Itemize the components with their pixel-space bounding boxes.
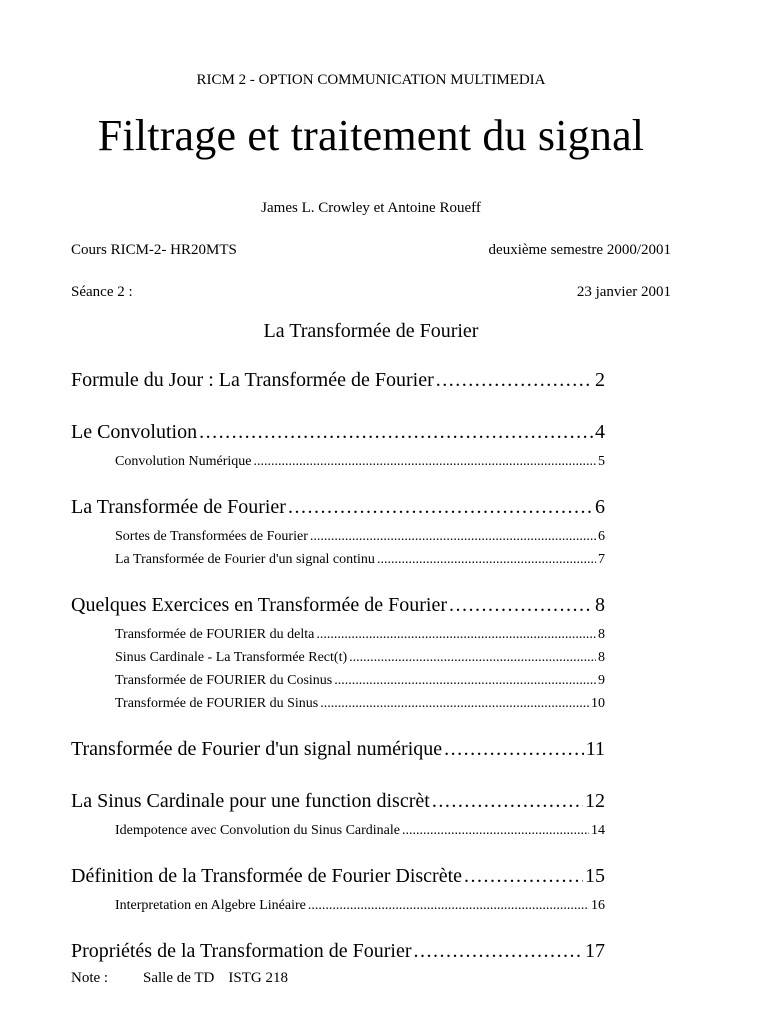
toc-subentry <box>115 894 605 917</box>
toc-entry-page: 4 <box>595 421 605 443</box>
course-row <box>71 242 671 259</box>
toc-subentry <box>115 819 605 842</box>
toc-subentry-page: 14 <box>591 823 605 838</box>
toc-entry-title: Formule du Jour : La Transformée de Fourier <box>71 369 434 391</box>
note-room-number: ISTG 218 <box>228 970 288 986</box>
toc-leader <box>377 548 596 571</box>
toc-subentry-page: 10 <box>591 696 605 711</box>
toc-section <box>71 858 605 917</box>
note-room: Salle de TD <box>143 970 215 986</box>
toc-subentry-page: 6 <box>598 529 605 544</box>
toc-subentry-page: 8 <box>598 650 605 665</box>
toc-subentry-page: 9 <box>598 673 605 688</box>
toc-subentry-page: 5 <box>598 454 605 469</box>
document-title: Filtrage et traitement du signal <box>97 111 645 160</box>
toc-entry <box>71 731 605 767</box>
toc-leader <box>436 362 593 398</box>
toc-subentry-title: Sinus Cardinale - La Transformée Rect(t) <box>115 650 348 665</box>
note-label: Note : <box>71 970 109 986</box>
toc-leader <box>444 731 584 767</box>
toc-subentry-page: 16 <box>591 898 605 913</box>
subject-heading: La Transformée de Fourier <box>263 320 479 342</box>
toc-entry <box>71 489 605 525</box>
toc-subentry-title: Convolution Numérique <box>115 454 252 469</box>
toc-leader <box>432 783 583 819</box>
program-line: RICM 2 - OPTION COMMUNICATION MULTIMEDIA <box>196 72 546 88</box>
toc-entry-title: La Sinus Cardinale pour une function discrèt <box>71 790 430 812</box>
toc-subentry-title: Transformée de FOURIER du Cosinus <box>115 673 333 688</box>
toc-entry <box>71 783 605 819</box>
toc-leader <box>316 623 596 646</box>
toc-leader <box>449 587 593 623</box>
toc-entry-page: 12 <box>585 790 605 812</box>
toc-subentry <box>115 669 605 692</box>
note-line <box>71 970 288 987</box>
table-of-contents <box>71 362 605 985</box>
toc-entry <box>71 858 605 894</box>
toc-leader <box>414 933 584 969</box>
toc-subentry <box>115 450 605 473</box>
toc-entry-page: 15 <box>585 865 605 887</box>
toc-subentry <box>115 525 605 548</box>
toc-subentry <box>115 623 605 646</box>
toc-section <box>71 587 605 715</box>
toc-entry-page: 8 <box>595 594 605 616</box>
toc-entry-page: 6 <box>595 496 605 518</box>
toc-leader <box>402 819 589 842</box>
toc-entry <box>71 414 605 450</box>
toc-entry-title: La Transformée de Fourier <box>71 496 286 518</box>
toc-leader <box>334 669 596 692</box>
toc-subentry-title: Interpretation en Algebre Linéaire <box>115 898 306 913</box>
toc-section <box>71 783 605 842</box>
toc-entry-page: 17 <box>585 940 605 962</box>
toc-entry-page: 2 <box>595 369 605 391</box>
session-row <box>71 284 671 301</box>
toc-section <box>71 489 605 571</box>
toc-subentry <box>115 692 605 715</box>
toc-subentry-title: La Transformée de Fourier d'un signal continu <box>115 552 375 567</box>
toc-leader <box>308 894 589 917</box>
course-code: Cours RICM-2- HR20MTS <box>71 242 237 258</box>
semester: deuxième semestre 2000/2001 <box>488 242 671 258</box>
toc-leader <box>464 858 583 894</box>
toc-section <box>71 933 605 969</box>
toc-leader <box>349 646 596 669</box>
toc-section <box>71 731 605 767</box>
toc-leader <box>254 450 597 473</box>
toc-section <box>71 362 605 398</box>
session-label: Séance 2 : <box>71 284 133 300</box>
toc-leader <box>310 525 596 548</box>
toc-subentry-title: Transformée de FOURIER du delta <box>115 627 315 642</box>
session-date: 23 janvier 2001 <box>576 284 671 300</box>
toc-entry <box>71 587 605 623</box>
toc-subentry-page: 7 <box>598 552 605 567</box>
toc-subentry-title: Idempotence avec Convolution du Sinus Cardinale <box>115 823 400 838</box>
toc-leader <box>199 414 593 450</box>
toc-entry-title: Transformée de Fourier d'un signal numérique <box>71 738 443 760</box>
authors-line: James L. Crowley et Antoine Roueff <box>261 200 481 216</box>
toc-entry-title: Quelques Exercices en Transformée de Fourier <box>71 594 447 616</box>
toc-entry <box>71 933 605 969</box>
toc-subentry <box>115 646 605 669</box>
toc-subentry <box>115 548 605 571</box>
toc-subentry-page: 8 <box>598 627 605 642</box>
toc-leader <box>320 692 589 715</box>
toc-subentry-title: Transformée de FOURIER du Sinus <box>115 696 319 711</box>
toc-entry <box>71 362 605 398</box>
toc-leader <box>288 489 593 525</box>
toc-section <box>71 414 605 473</box>
toc-subentry-title: Sortes de Transformées de Fourier <box>115 529 308 544</box>
toc-entry-page: 11 <box>585 738 605 760</box>
toc-entry-title: Définition de la Transformée de Fourier Discrète <box>71 865 463 887</box>
toc-entry-title: Le Convolution <box>71 421 198 443</box>
toc-entry-title: Propriétés de la Transformation de Fourier <box>71 940 412 962</box>
